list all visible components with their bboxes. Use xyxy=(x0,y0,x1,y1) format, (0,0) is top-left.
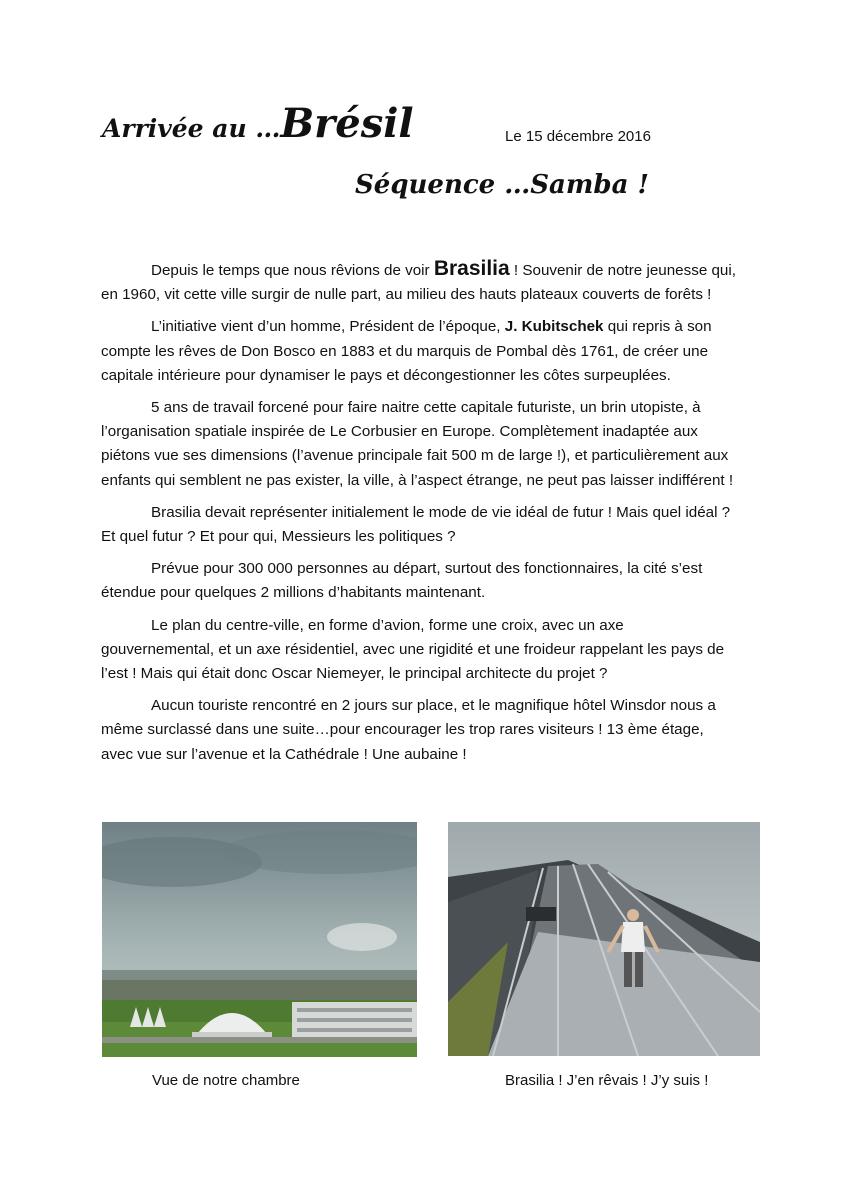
paragraph-5: Prévue pour 300 000 personnes au départ, surtout des fonctionnaires, la cité s’est étendue pour quelques 2 millions d’habitants maintenant. xyxy=(101,560,703,602)
paragraph-7: Aucun touriste rencontré en 2 jours sur place, et le magnifique hôtel Winsdor nous a même surclassé dans une suite…pour encourager les trop rares visiteurs ! 13 ème étage, avec vue sur l’avenue et la Cathédrale ! Une aubaine ! xyxy=(101,697,716,763)
left-photo-caption: Vue de notre chambre xyxy=(152,1072,300,1089)
paragraph-1 xyxy=(101,258,736,307)
paragraph-6: Le plan du centre-ville, en forme d’avion, forme une croix, avec un axe gouvernemental, et un axe résidentiel, avec une rigidité et une froideur rappelant les pays de l’est ! Mais qui était donc Oscar Niemeyer, le principal architecte du projet ? xyxy=(101,616,725,683)
p2-before: L’initiative vient d’un homme, Président de l’époque, xyxy=(151,318,505,336)
right-photo-caption: Brasilia ! J’en rêvais ! J’y suis ! xyxy=(505,1072,709,1089)
p1-after: ! Souvenir de notre jeunesse qui, en 1960, vit cette ville surgir de nulle part, au milieu des hauts plateaux couverts de forêts ! xyxy=(101,262,736,304)
paragraph-3: 5 ans de travail forcené pour faire naitre cette capitale futuriste, un brin utopiste, à l’organisation spatiale inspirée de Le Corbusier en Europe. Complètement inadaptée aux piétons vue ses dimensions (l’avenue principale fait 500 m de large !), et particulièrement aux enfants qui semblent ne pas exister, la ville, à l’aspect étrange, ne peut pas laisser indifférent ! xyxy=(101,399,734,489)
rooftop-photo xyxy=(448,822,760,1056)
document-date: Le 15 décembre 2016 xyxy=(505,128,651,145)
p1-before: Depuis le temps que nous rêvions de voir xyxy=(151,262,434,279)
title-country: Brésil xyxy=(280,100,414,147)
article-body xyxy=(101,258,736,775)
p1-highlight: Brasilia xyxy=(433,257,510,280)
p2-after: qui repris à son compte les rêves de Don Bosco en 1883 et du marquis de Pombal dès 1761, de créer une capitale intérieure pour dynamiser le pays et décongestionner les côtes surpeuplées. xyxy=(101,318,712,384)
title-prefix: Arrivée au … xyxy=(102,114,281,143)
paragraph-4: Brasilia devait représenter initialement le mode de vie idéal de futur ! Mais quel idéal ? Et quel futur ? Et pour qui, Messieurs les politiques ? xyxy=(101,503,731,546)
p2-highlight: J. Kubitschek xyxy=(504,318,604,336)
city-view-photo xyxy=(102,822,417,1057)
document-title xyxy=(102,100,414,147)
paragraph-2 xyxy=(101,315,736,388)
document-subtitle: Séquence …Samba ! xyxy=(355,170,649,200)
